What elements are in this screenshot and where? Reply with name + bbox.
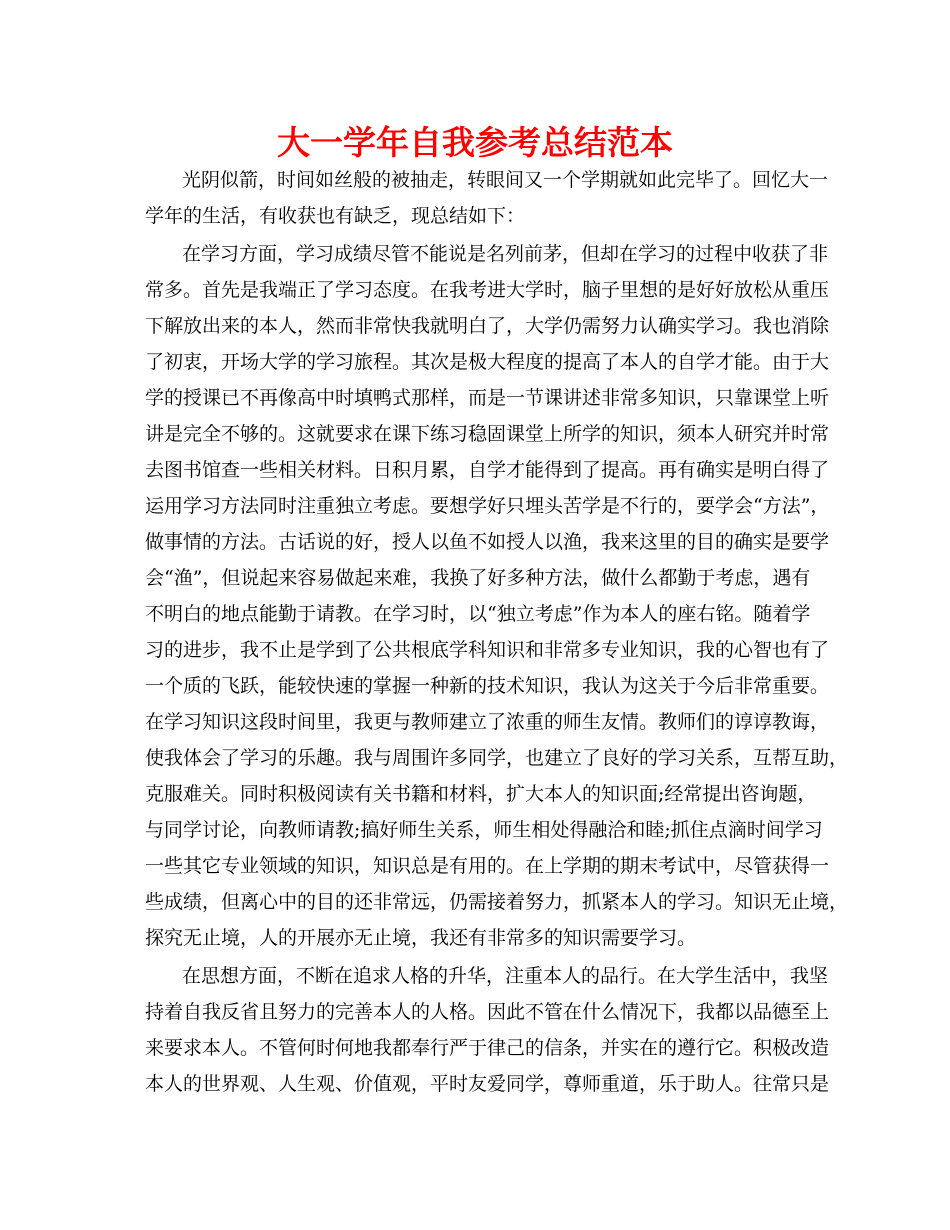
text-line: 常多。首先是我端正了学习态度。在我考进大学时，脑子里想的是好好放松从重压 [145,279,830,301]
text-line: 些成绩，但离心中的目的还非常远，仍需接着努力，抓紧本人的学习。知识无止境， [145,891,849,913]
text-line: 一个质的飞跃，能较快速的掌握一种新的技术知识，我认为这关于今后非常重要。 [145,675,830,697]
text-line: 运用学习方法同时注重独立考虑。要想学好只埋头苦学是不行的，要学会“方法”， [145,495,830,517]
text-line: 做事情的方法。古话说的好，授人以鱼不如授人以渔，我来这里的目的确实是要学 [145,531,830,553]
text-line: 来要求本人。不管何时何地我都奉行严于律己的信条，并实在的遵行它。积极改造 [145,1037,830,1059]
text-line: 讲是完全不够的。这就要求在课下练习稳固课堂上所学的知识，须本人研究并时常 [145,423,830,445]
text-line: 光阴似箭，时间如丝般的被抽走，转眼间又一个学期就如此完毕了。回忆大一 [182,169,829,191]
text-line: 一些其它专业领域的知识，知识总是有用的。在上学期的期末考试中，尽管获得一 [145,855,830,877]
text-line: 下解放出来的本人，然而非常快我就明白了，大学仍需努力认确实学习。我也消除 [145,315,830,337]
text-line: 了初衷，开场大学的学习旅程。其次是极大程度的提高了本人的自学才能。由于大 [145,351,830,373]
text-line: 使我体会了学习的乐趣。我与周围许多同学，也建立了良好的学习关系，互帮互助， [145,747,849,769]
text-line: 克服难关。同时积极阅读有关书籍和材料，扩大本人的知识面;经常提出咨询题， [145,783,817,805]
text-line: 学年的生活，有收获也有缺乏，现总结如下： [145,205,526,227]
text-line: 探究无止境，人的开展亦无止境，我还有非常多的知识需要学习。 [145,927,697,949]
text-line: 会“渔”，但说起来容易做起来难，我换了好多种方法，做什么都勤于考虑，遇有 [145,567,811,589]
text-line: 在学习方面，学习成绩尽管不能说是名列前茅，但却在学习的过程中收获了非 [182,243,829,265]
text-line: 去图书馆查一些相关材料。日积月累，自学才能得到了提高。再有确实是明白得了 [145,459,830,481]
text-line: 习的进步，我不止是学到了公共根底学科知识和非常多专业知识，我的心智也有了 [145,639,830,661]
text-line: 学的授课已不再像高中时填鸭式那样，而是一节课讲述非常多知识，只靠课堂上听 [145,387,830,409]
text-line: 在学习知识这段时间里，我更与教师建立了浓重的师生友情。教师们的谆谆教诲， [145,711,830,733]
text-line: 持着自我反省且努力的完善本人的人格。因此不管在什么情况下，我都以品德至上 [145,1001,830,1023]
text-line: 在思想方面，不断在追求人格的升华，注重本人的品行。在大学生活中，我坚 [182,965,829,987]
text-line: 本人的世界观、人生观、价值观，平时友爱同学，尊师重道，乐于助人。往常只是 [145,1073,830,1095]
document-title: 大一学年自我参考总结范本 [277,123,673,162]
text-line: 与同学讨论，向教师请教;搞好师生关系，师生相处得融洽和睦;抓住点滴时间学习 [145,819,823,841]
text-line: 不明白的地点能勤于请教。在学习时，以“独立考虑”作为本人的座右铭。随着学 [145,603,811,625]
document-body [145,162,849,1102]
